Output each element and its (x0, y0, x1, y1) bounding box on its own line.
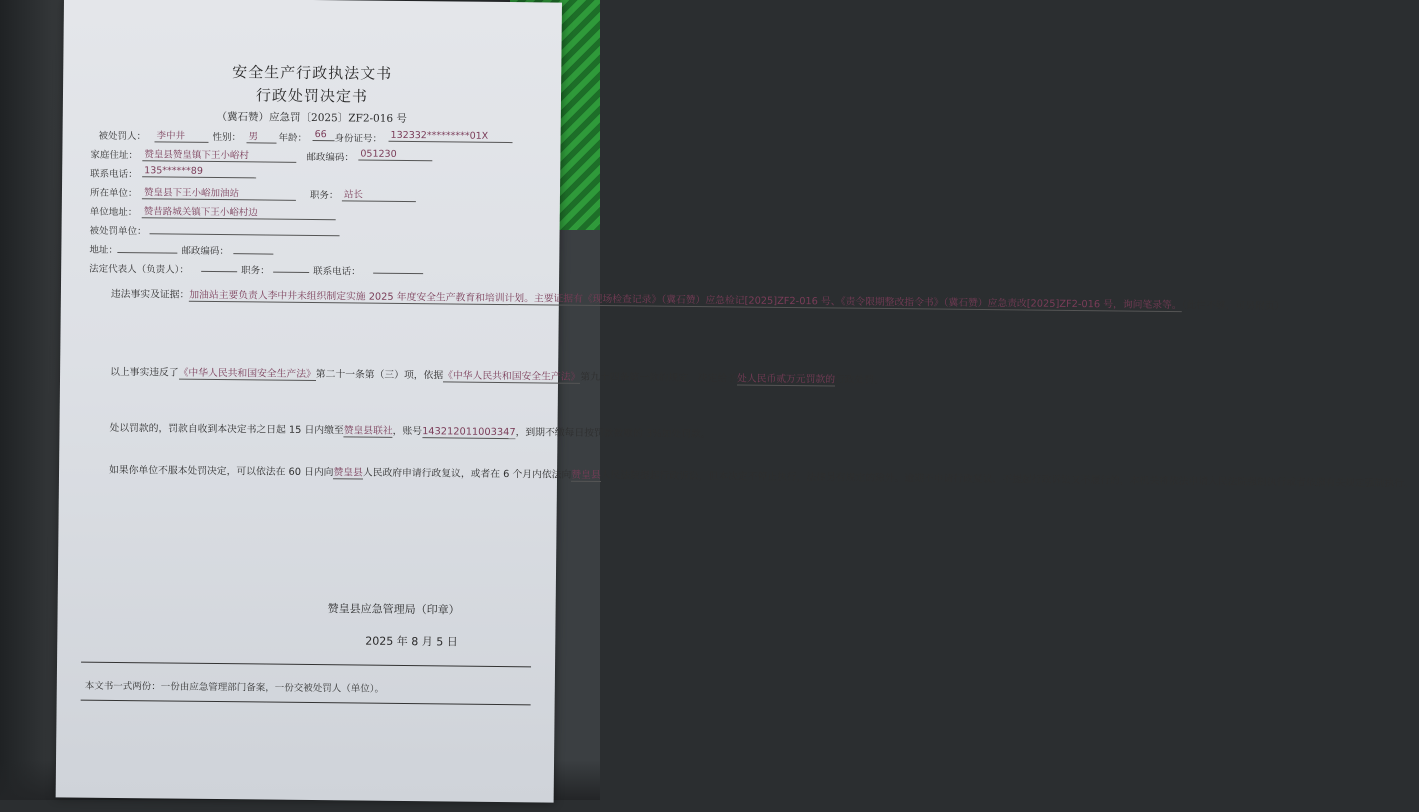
gender-value: 男 (246, 128, 276, 143)
penalized-person-label: 被处罚人： (98, 130, 147, 143)
legal-rep-phone-blank (373, 263, 423, 275)
address-blank (117, 242, 177, 254)
position-value: 站长 (342, 186, 416, 202)
appeal-government: 赞皇县 (333, 467, 363, 479)
home-address-value: 赞皇县赞皇镇下王小峪村 (142, 146, 296, 163)
payment-bank: 赞皇县联社 (343, 425, 393, 437)
home-address-label: 家庭住址： (90, 149, 138, 162)
legal-rep-label: 法定代表人（负责人）： (89, 263, 189, 276)
employer-value: 赞皇县下王小峪加油站 (142, 184, 296, 201)
violation-facts-lead: 违法事实及证据： (110, 288, 190, 301)
legal-rep-phone-label: 联系电话： (313, 266, 361, 278)
phone-label: 联系电话： (90, 168, 138, 181)
legal-basis-text1: 以上事实违反了 (110, 366, 179, 379)
issue-date: 2025 年 8 月 5 日 (365, 634, 458, 649)
footer-divider-top (81, 662, 531, 668)
legal-rep-blank (201, 261, 237, 272)
postal-code-label: 邮政编码： (306, 151, 354, 164)
payment-paragraph (87, 418, 711, 443)
postal-code-value: 051230 (358, 148, 432, 161)
employer-label: 所在单位： (89, 187, 138, 200)
legal-basis-paragraph (88, 362, 885, 387)
id-number-value: 132332*********01X (389, 130, 513, 143)
penalty-description: 处人民币贰万元罚款的 (736, 373, 836, 386)
document-sheet (56, 0, 1414, 803)
penalized-person-value: 李中井 (155, 127, 209, 143)
appeal-text3: 人民法院提起行政诉讼，但本决定不停止执行，法律另有规定的除外。逾期不申请行政复议、不提起行政诉讼又不履行的，本机关将依法申请人民法院强制执行或者依照有关规定强制执行。 (600, 470, 1414, 490)
id-number-label: 身份证号： (334, 133, 383, 145)
footer-divider-bottom (81, 700, 531, 706)
phone-value: 135******89 (142, 165, 256, 178)
gender-label: 性别： (212, 131, 242, 144)
age-value: 66 (313, 129, 335, 141)
penalized-unit-blank (150, 223, 340, 236)
legal-basis-text2: 第二十一条第（三）项，依据 (315, 369, 444, 382)
issuing-authority: 赞皇县应急管理局（印章） (327, 602, 460, 617)
payment-text3: ，到期不缴每日按罚款数额的 3%加处罚款。 (515, 427, 711, 441)
violation-facts-text: 加油站主要负责人李中井未组织制定实施 2025 年度安全生产教育和培训计划。主要证据有《现场检查记录》（冀石赞）应急检记[2025]ZF2-016 号、《责令限期整改指令书》（冀石赞）应急责改[2025]ZF2-016 号，询问笔录等。 (189, 289, 1182, 312)
violation-facts-paragraph (89, 284, 1285, 313)
penalized-unit-label: 被处罚单位： (89, 225, 147, 238)
document-number: （冀石赞）应急罚〔2025〕ZF2-016 号 (216, 110, 408, 125)
legal-basis-text3: 第九十四条第一款的规定，决定给予 (580, 371, 738, 385)
appeal-text1: 如果你单位不服本处罚决定，可以依法在 60 日内向 (109, 464, 334, 479)
age-label: 年龄： (278, 132, 308, 144)
document-title-line2: 行政处罚决定书 (255, 86, 369, 106)
appeal-court: 赞皇县 (571, 469, 601, 482)
legal-basis-text4: 行政处罚。 (834, 374, 885, 386)
legal-rep-position-blank (273, 262, 309, 273)
legal-rep-position-label: 职务： (241, 265, 270, 277)
appeal-paragraph (87, 460, 1414, 490)
unit-postal-code-label: 邮政编码： (181, 245, 229, 258)
unit-postal-code-blank (233, 243, 273, 254)
address-label: 地址： (89, 244, 118, 256)
basis-law-name: 《中华人民共和国安全生产法》 (443, 370, 581, 383)
document-title-line1: 安全生产行政执法文书 (232, 63, 393, 83)
appeal-text2: 人民政府申请行政复议，或者在 6 个月内依法向 (362, 467, 572, 481)
payment-account: 143212011003347 (422, 426, 516, 439)
position-label: 职务： (309, 189, 339, 202)
violated-law-name: 《中华人民共和国安全生产法》 (178, 367, 316, 381)
unit-address-label: 单位地址： (89, 206, 138, 219)
payment-text1: 处以罚款的，罚款自收到本决定书之日起 15 日内缴至 (109, 422, 344, 437)
violation-facts-note: （此栏不够，可另附页） (1181, 300, 1285, 313)
footer-note: 本文书一式两份：一份由应急管理部门备案，一份交被处罚人（单位）。 (84, 680, 385, 695)
unit-address-value: 赞昔路城关镇下王小峪村边 (142, 203, 336, 220)
payment-text2: ，账号 (392, 425, 423, 438)
